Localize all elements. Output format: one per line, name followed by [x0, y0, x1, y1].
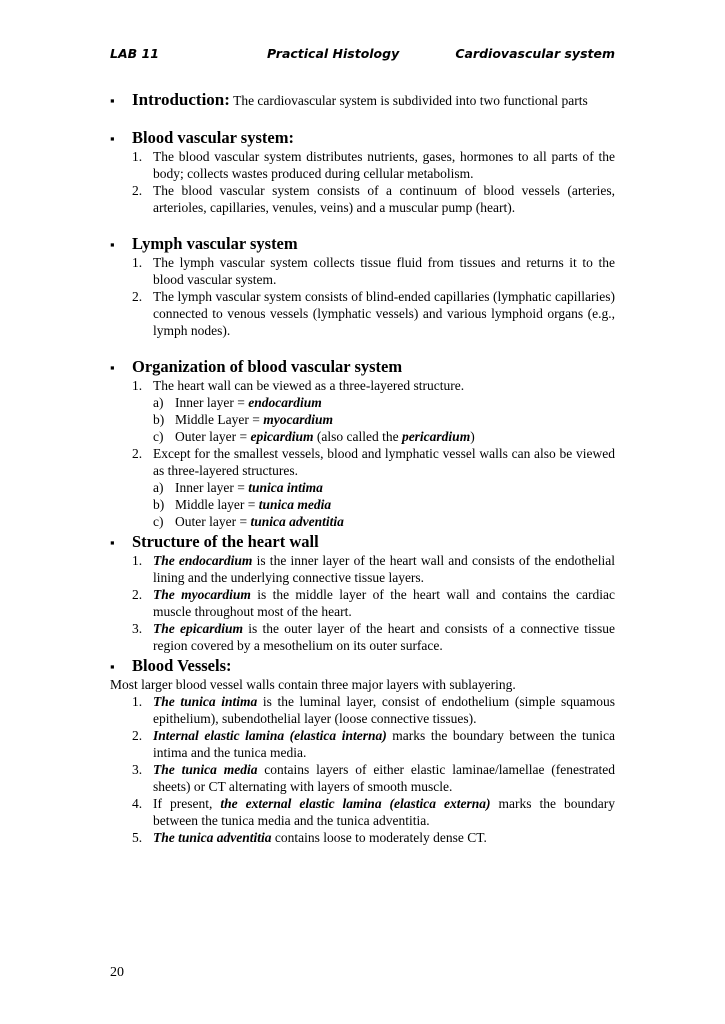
section-title: Organization of blood vascular system — [132, 357, 403, 376]
blood-vessels-section — [110, 656, 615, 676]
heart-wall-list — [110, 552, 615, 654]
intro-title: Introduction: — [132, 90, 230, 109]
blood-vessels-intro: Most larger blood vessel walls contain three major layers with sublayering. — [110, 677, 516, 692]
section-title: Blood vascular system: — [132, 128, 294, 147]
heart-wall-section — [110, 532, 615, 552]
section-title: Structure of the heart wall — [132, 532, 319, 551]
list-item: 1. The tunica intima is the luminal layer, consist of endothelium (simple squamous epithelium), subendothelial layer (loose connective tissues). — [132, 694, 615, 726]
lymph-vascular-list — [110, 254, 615, 339]
sub-item: a) Inner layer = endocardium — [153, 395, 322, 410]
list-item: 1. The lymph vascular system collects tissue fluid from tissues and returns it to the blood vascular system. — [132, 255, 615, 287]
organization-list — [110, 377, 615, 530]
list-item: 2. Internal elastic lamina (elastica interna) marks the boundary between the tunica intima and the tunica media. — [132, 728, 615, 760]
intro-text: The cardiovascular system is subdivided into two functional parts — [229, 93, 588, 108]
header-course: Practical Histology — [267, 46, 400, 61]
list-item: 5. The tunica adventitia contains loose to moderately dense CT. — [132, 830, 487, 845]
sub-item: b) Middle Layer = myocardium — [153, 412, 333, 427]
bullet-icon: ▪ — [110, 131, 115, 146]
blood-vessels-list — [110, 693, 615, 846]
intro-section — [110, 90, 615, 110]
bullet-icon: ▪ — [110, 93, 115, 108]
list-item: 2. The lymph vascular system consists of blind-ended capillaries (lymphatic capillaries) connected to venous vessels (lymphatic vessels) and various lymphoid organs (e.g., lymph nodes). — [132, 289, 615, 338]
sub-item: b) Middle layer = tunica media — [153, 497, 332, 512]
organization-section — [110, 357, 615, 377]
list-item: 2. The blood vascular system consists of a continuum of blood vessels (arteries, arterioles, capillaries, venules, veins) and a muscular pump (heart). — [132, 183, 615, 215]
lymph-vascular-section — [110, 234, 615, 254]
bullet-icon: ▪ — [110, 659, 115, 674]
list-item: 3. The tunica media contains layers of either elastic laminae/lamellae (fenestrated sheets) or CT alternating with layers of smooth muscle. — [132, 762, 615, 794]
list-item: 4. If present, the external elastic lamina (elastica externa) marks the boundary between the tunica media and the tunica adventitia. — [132, 796, 615, 828]
list-item: 1. The blood vascular system distributes nutrients, gases, hormones to all parts of the body; collects wastes produced during cellular metabolism. — [132, 149, 615, 181]
sub-item: c) Outer layer = tunica adventitia — [153, 514, 344, 529]
section-title: Lymph vascular system — [132, 234, 298, 253]
list-item: 3. The epicardium is the outer layer of the heart and consists of a connective tissue region covered by a mesothelium on its outer surface. — [132, 621, 616, 653]
page-header — [110, 46, 615, 66]
list-item: 2. The myocardium is the middle layer of the heart wall and contains the cardiac muscle throughout most of the heart. — [132, 587, 615, 619]
list-item: 1. The heart wall can be viewed as a three-layered structure. — [132, 378, 465, 393]
blood-vascular-section — [110, 128, 615, 148]
bullet-icon: ▪ — [110, 535, 115, 550]
bullet-icon: ▪ — [110, 360, 115, 375]
sub-item: c) Outer layer = epicardium (also called the pericardium) — [153, 429, 475, 444]
sub-item: a) Inner layer = tunica intima — [153, 480, 323, 495]
list-item: 1. The endocardium is the inner layer of the heart wall and consists of the endothelial lining and the underlying connective tissue layers. — [132, 553, 615, 585]
list-item: 2. Except for the smallest vessels, blood and lymphatic vessel walls can also be viewed as three-layered structures. — [132, 446, 615, 478]
document-body — [110, 90, 615, 846]
bullet-icon: ▪ — [110, 237, 115, 252]
header-topic: Cardiovascular system — [455, 46, 615, 61]
section-title: Blood Vessels: — [132, 656, 232, 675]
blood-vascular-list — [110, 148, 615, 216]
page-number: 20 — [110, 965, 124, 980]
header-lab: LAB 11 — [110, 46, 159, 61]
